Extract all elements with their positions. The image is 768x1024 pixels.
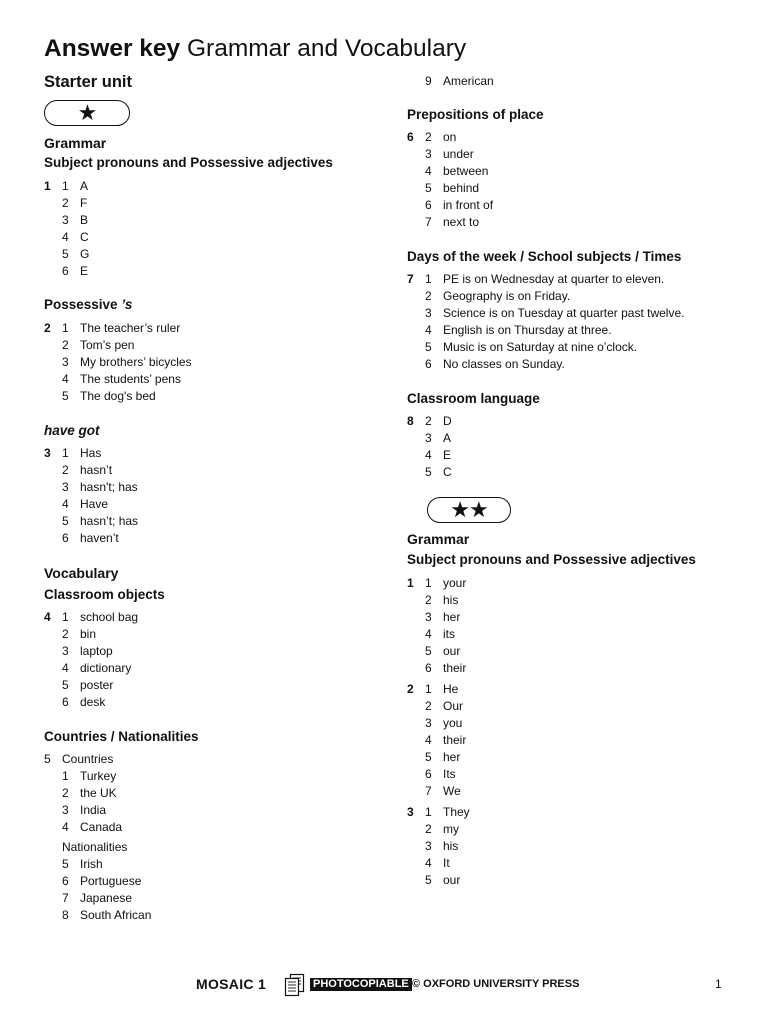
- classroom-language-heading: Classroom language: [407, 391, 540, 406]
- exercise-1: [44, 178, 364, 280]
- item-answer: India: [80, 803, 107, 817]
- item-number: 5: [62, 247, 69, 261]
- list-item: [44, 890, 364, 907]
- list-item: [44, 496, 364, 513]
- exercise-5: [44, 751, 364, 924]
- item-answer: Science is on Tuesday at quarter past twelve.: [443, 306, 685, 320]
- item-number: 1: [62, 321, 69, 335]
- item-number: 2: [62, 627, 69, 641]
- item-answer: their: [443, 661, 467, 675]
- item-answer: My brothers’ bicycles: [80, 355, 192, 369]
- item-answer: Portuguese: [80, 874, 142, 888]
- item-answer: her: [443, 750, 461, 764]
- list-item: [407, 322, 747, 339]
- item-answer: your: [443, 576, 467, 590]
- item-answer: in front of: [443, 198, 494, 212]
- list-item: [44, 785, 364, 802]
- item-number: 4: [62, 372, 69, 386]
- item-number: 3: [425, 839, 432, 853]
- item-answer: our: [443, 644, 461, 658]
- item-number: 3: [425, 716, 432, 730]
- item-number: 7: [425, 784, 432, 798]
- item-number: 2: [425, 822, 432, 836]
- list-item: [44, 263, 364, 280]
- item-number: 6: [62, 264, 69, 278]
- item-number: 5: [425, 181, 432, 195]
- exercise-number: 4: [44, 610, 51, 624]
- list-item: [407, 73, 737, 90]
- item-answer: D: [443, 414, 452, 428]
- list-item: [407, 838, 737, 855]
- item-answer: American: [443, 74, 494, 88]
- item-answer: A: [80, 179, 89, 193]
- list-item: [407, 163, 737, 180]
- list-item: [407, 732, 737, 749]
- item-answer: It: [443, 856, 450, 870]
- list-item: [44, 643, 364, 660]
- item-answer: under: [443, 147, 474, 161]
- exercise-number: 3: [44, 446, 51, 460]
- item-number: 3: [62, 803, 69, 817]
- page-title: [44, 34, 466, 64]
- item-answer: English is on Thursday at three.: [443, 323, 612, 337]
- item-answer: Its: [443, 767, 456, 781]
- list-item: [44, 802, 364, 819]
- item-answer: bin: [80, 627, 97, 641]
- list-item: [407, 609, 737, 626]
- nationalities-label: Nationalities: [62, 840, 128, 854]
- nationalities-row: [44, 839, 364, 856]
- item-answer: between: [443, 164, 489, 178]
- list-item: [44, 626, 364, 643]
- star-icon: ★: [77, 100, 97, 125]
- possessive-word: Possessive: [44, 297, 118, 312]
- unit-heading: Starter unit: [44, 73, 133, 91]
- item-answer: her: [443, 610, 461, 624]
- item-answer: haven’t: [80, 531, 119, 545]
- grammar-heading-2: Grammar: [407, 531, 470, 547]
- title-rest: Grammar and Vocabulary: [180, 35, 467, 62]
- item-number: 1: [62, 610, 69, 624]
- item-number: 6: [62, 695, 69, 709]
- list-item: [44, 337, 364, 354]
- list-item: [407, 271, 747, 288]
- exercise-7: [407, 271, 747, 373]
- list-item: [407, 804, 737, 821]
- item-answer: Has: [80, 446, 102, 460]
- list-item: [407, 305, 747, 322]
- item-answer: hasn't; has: [80, 480, 138, 494]
- list-item: [407, 356, 747, 373]
- item-number: 8: [62, 908, 69, 922]
- item-number: 5: [425, 750, 432, 764]
- item-number: 5: [62, 678, 69, 692]
- list-item: [44, 178, 364, 195]
- item-answer: Tom’s pen: [80, 338, 135, 352]
- exercise-number: 1: [44, 179, 51, 193]
- list-item: [44, 354, 364, 371]
- exercise-3: [44, 445, 364, 547]
- item-number: 1: [425, 805, 432, 819]
- item-answer: on: [443, 130, 457, 144]
- list-item: [44, 371, 364, 388]
- item-answer: C: [443, 465, 452, 479]
- list-item: [407, 626, 737, 643]
- brand-logo: MOSAIC 1: [196, 976, 267, 992]
- item-number: 2: [62, 463, 69, 477]
- item-number: 4: [425, 448, 432, 462]
- item-answer: The dog's bed: [80, 389, 156, 403]
- list-item: [44, 195, 364, 212]
- item-answer: C: [80, 230, 89, 244]
- exercise-number: 1: [407, 576, 414, 590]
- subject-pronouns-heading: Subject pronouns and Possessive adjectives: [44, 155, 333, 170]
- item-answer: PE is on Wednesday at quarter to eleven.: [443, 272, 665, 286]
- list-item: [44, 677, 364, 694]
- item-number: 1: [425, 682, 432, 696]
- list-item: [44, 694, 364, 711]
- item-number: 4: [425, 627, 432, 641]
- item-number: 2: [425, 699, 432, 713]
- list-item: [407, 197, 737, 214]
- title-bold: Answer key: [44, 35, 181, 62]
- item-number: 2: [62, 338, 69, 352]
- item-number: 3: [62, 480, 69, 494]
- list-item: [44, 609, 364, 626]
- days-heading: Days of the week / School subjects / Times: [407, 249, 682, 264]
- list-item: [407, 575, 737, 592]
- item-number: 2: [62, 786, 69, 800]
- list-item: [407, 660, 737, 677]
- classroom-objects-heading: Classroom objects: [44, 587, 165, 602]
- item-number: 3: [425, 610, 432, 624]
- item-answer: Irish: [80, 857, 103, 871]
- item-answer: behind: [443, 181, 480, 195]
- item-number: 7: [62, 891, 69, 905]
- list-item: [407, 214, 737, 231]
- item-answer: laptop: [80, 644, 113, 658]
- item-answer: A: [443, 431, 452, 445]
- item-answer: our: [443, 873, 461, 887]
- two-star-badge: [427, 497, 511, 523]
- item-answer: Our: [443, 699, 464, 713]
- exercise-number: 2: [44, 321, 51, 335]
- countries-label: Countries: [62, 752, 114, 766]
- copyright-notice: © OXFORD UNIVERSITY PRESS: [412, 978, 580, 990]
- item-number: 4: [62, 497, 69, 511]
- item-number: 5: [425, 644, 432, 658]
- vocabulary-heading: Vocabulary: [44, 565, 119, 581]
- exercise-number: 5: [44, 752, 51, 766]
- exercise-8: [407, 413, 737, 481]
- list-item: [44, 856, 364, 873]
- item-number: 3: [425, 431, 432, 445]
- item-answer: Music is on Saturday at nine o’clock.: [443, 340, 638, 354]
- item-answer: G: [80, 247, 90, 261]
- item-number: 5: [425, 873, 432, 887]
- item-number: 2: [425, 289, 432, 303]
- list-item: [407, 855, 737, 872]
- item-number: 4: [425, 323, 432, 337]
- item-number: 2: [425, 593, 432, 607]
- list-item: [44, 479, 364, 496]
- countries-nationalities-heading: Countries / Nationalities: [44, 729, 199, 744]
- item-number: 1: [62, 446, 69, 460]
- item-number: 3: [425, 306, 432, 320]
- item-answer: his: [443, 593, 459, 607]
- page-number: 1: [715, 977, 722, 991]
- list-item: [407, 129, 737, 146]
- item-answer: his: [443, 839, 459, 853]
- two-stars-icon: ★★: [450, 497, 488, 522]
- item-answer: He: [443, 682, 459, 696]
- list-item: [407, 180, 737, 197]
- item-number: 9: [425, 74, 432, 88]
- item-number: 5: [62, 857, 69, 871]
- exercise-number: 8: [407, 414, 414, 428]
- item-answer: hasn’t; has: [80, 514, 139, 528]
- item-answer: Turkey: [80, 769, 117, 783]
- item-answer: you: [443, 716, 463, 730]
- exercise-number: 3: [407, 805, 414, 819]
- item-number: 5: [425, 465, 432, 479]
- list-item: [44, 819, 364, 836]
- item-answer: next to: [443, 215, 480, 229]
- item-number: 1: [425, 272, 432, 286]
- item-number: 4: [62, 230, 69, 244]
- exercise-number: 2: [407, 682, 414, 696]
- exercise-number: 6: [407, 130, 414, 144]
- list-item: [407, 749, 737, 766]
- list-item: [44, 388, 364, 405]
- item-number: 2: [425, 130, 432, 144]
- list-item: [407, 288, 747, 305]
- item-answer: my: [443, 822, 459, 836]
- list-item: [407, 872, 737, 889]
- list-item: [407, 643, 737, 660]
- item-answer: the UK: [80, 786, 117, 800]
- item-number: 4: [62, 820, 69, 834]
- page-footer: [0, 970, 768, 1000]
- item-number: 6: [62, 531, 69, 545]
- possessive-s-heading: [44, 296, 132, 314]
- item-answer: We: [443, 784, 461, 798]
- list-item: [407, 430, 737, 447]
- item-answer: Japanese: [80, 891, 133, 905]
- item-number: 3: [62, 644, 69, 658]
- list-item: [407, 146, 737, 163]
- item-number: 3: [425, 147, 432, 161]
- item-answer: desk: [80, 695, 106, 709]
- list-item: [44, 445, 364, 462]
- item-number: 7: [425, 215, 432, 229]
- item-number: 4: [425, 164, 432, 178]
- item-answer: Have: [80, 497, 109, 511]
- item-answer: They: [443, 805, 470, 819]
- list-item: [407, 681, 737, 698]
- item-answer: their: [443, 733, 467, 747]
- item-answer: South African: [80, 908, 152, 922]
- item-number: 6: [425, 661, 432, 675]
- item-number: 4: [62, 661, 69, 675]
- item-answer: Canada: [80, 820, 123, 834]
- countries-row: [44, 751, 364, 768]
- item-number: 4: [425, 733, 432, 747]
- list-item: [407, 592, 737, 609]
- item-number: 2: [425, 414, 432, 428]
- item-answer: E: [443, 448, 452, 462]
- list-item: [44, 768, 364, 785]
- list-item: [407, 783, 737, 800]
- item-number: 1: [62, 179, 69, 193]
- list-item: [44, 660, 364, 677]
- item-number: 6: [425, 198, 432, 212]
- list-item: [407, 821, 737, 838]
- exercise-2: [44, 320, 364, 405]
- possessive-apostrophe-s: ’s: [121, 297, 133, 312]
- list-item: [407, 464, 737, 481]
- list-item: [44, 530, 364, 547]
- subject-pronouns-heading-2: Subject pronouns and Possessive adjectives: [407, 552, 696, 567]
- list-item: [44, 907, 364, 924]
- item-answer: The students’ pens: [80, 372, 181, 386]
- have-got-heading: have got: [44, 423, 100, 438]
- list-item: [407, 339, 747, 356]
- item-number: 1: [425, 576, 432, 590]
- item-answer: B: [80, 213, 89, 227]
- item-number: 5: [62, 514, 69, 528]
- one-star-badge: [44, 100, 130, 126]
- item-number: 5: [62, 389, 69, 403]
- item-answer: Geography is on Friday.: [443, 289, 571, 303]
- item-answer: No classes on Sunday.: [443, 357, 565, 371]
- grammar-heading: Grammar: [44, 135, 107, 151]
- exercise-number: 7: [407, 272, 414, 286]
- exercise-1-2star: [407, 575, 737, 677]
- list-item: [407, 447, 737, 464]
- exercise-5-continued: [407, 73, 737, 90]
- item-number: 2: [62, 196, 69, 210]
- list-item: [44, 462, 364, 479]
- item-answer: hasn’t: [80, 463, 113, 477]
- item-answer: dictionary: [80, 661, 132, 675]
- list-item: [44, 212, 364, 229]
- list-item: [44, 229, 364, 246]
- list-item: [44, 246, 364, 263]
- item-answer: The teacher’s ruler: [80, 321, 181, 335]
- item-answer: its: [443, 627, 455, 641]
- item-number: 1: [62, 769, 69, 783]
- exercise-4: [44, 609, 364, 711]
- list-item: [407, 698, 737, 715]
- item-number: 6: [425, 357, 432, 371]
- exercise-6: [407, 129, 737, 231]
- list-item: [407, 715, 737, 732]
- item-number: 4: [425, 856, 432, 870]
- item-answer: school bag: [80, 610, 139, 624]
- item-number: 6: [62, 874, 69, 888]
- exercise-3-2star: [407, 804, 737, 889]
- list-item: [407, 413, 737, 430]
- item-number: 5: [425, 340, 432, 354]
- item-number: 3: [62, 213, 69, 227]
- photocopiable-badge: PHOTOCOPIABLE: [310, 978, 412, 991]
- list-item: [407, 766, 737, 783]
- list-item: [44, 320, 364, 337]
- item-number: 3: [62, 355, 69, 369]
- item-answer: E: [80, 264, 89, 278]
- photocopy-icon: [284, 973, 306, 997]
- list-item: [44, 873, 364, 890]
- item-answer: F: [80, 196, 88, 210]
- item-answer: poster: [80, 678, 114, 692]
- list-item: [44, 513, 364, 530]
- prepositions-heading: Prepositions of place: [407, 107, 544, 122]
- item-number: 6: [425, 767, 432, 781]
- exercise-2-2star: [407, 681, 737, 800]
